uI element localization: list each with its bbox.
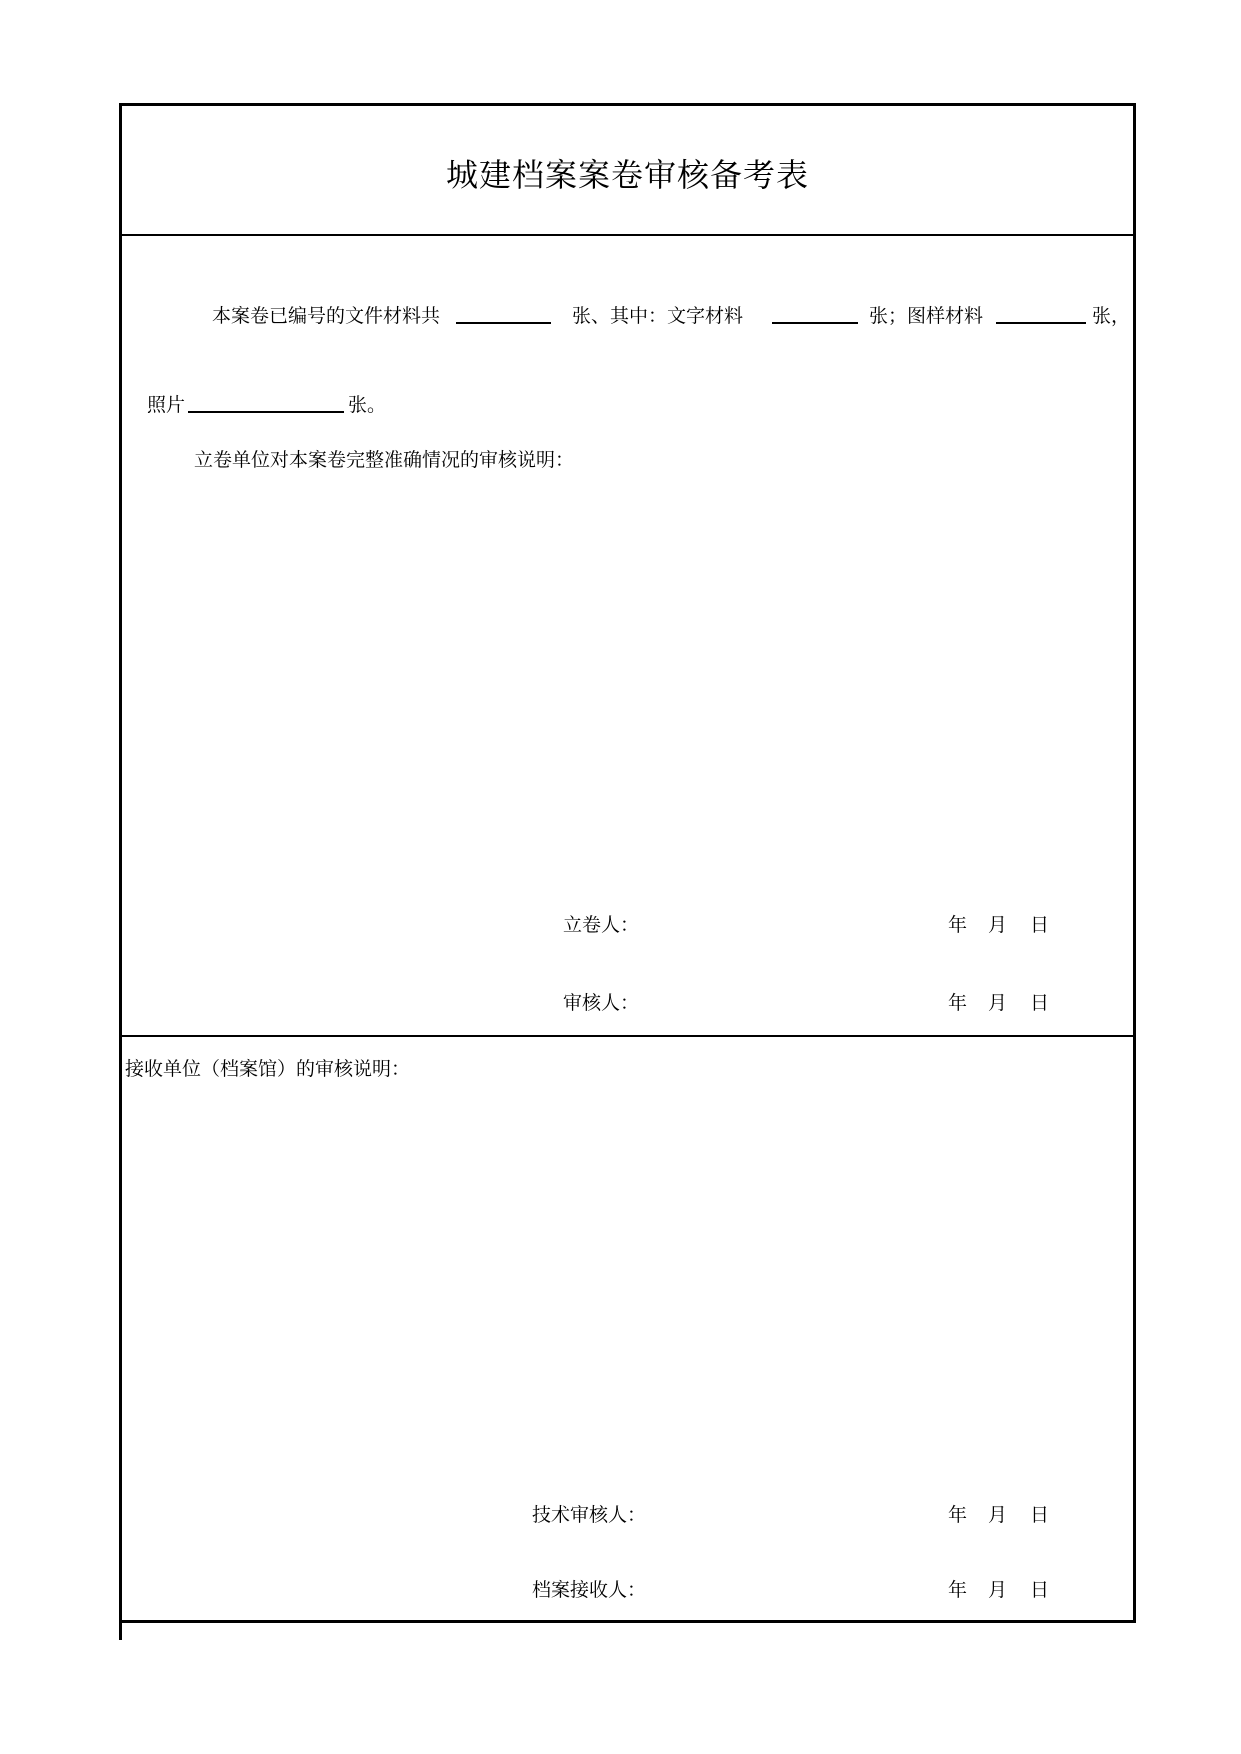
reviewer-date-year: 年 [948, 992, 968, 1014]
form-frame [119, 103, 1136, 1623]
photo-unit-label: 张。 [348, 394, 387, 416]
photo-sheets-blank[interactable] [188, 411, 344, 413]
filer-date-month: 月 [988, 914, 1008, 936]
filer-date-day: 日 [1030, 914, 1050, 936]
title-divider [122, 234, 1133, 236]
drawing-sheets-blank[interactable] [996, 322, 1086, 324]
tech-date-year: 年 [948, 1504, 968, 1526]
count-lead-text: 本案卷已编号的文件材料共 [212, 305, 441, 327]
section2-label: 接收单位（档案馆）的审核说明： [125, 1058, 411, 1080]
text-materials-label: 张、其中：文字材料 [572, 305, 744, 327]
reviewer-label: 审核人： [563, 992, 640, 1014]
receiver-date-year: 年 [948, 1579, 968, 1601]
filer-label: 立卷人： [563, 914, 640, 936]
receiver-date-day: 日 [1030, 1579, 1050, 1601]
text-sheets-blank[interactable] [772, 322, 858, 324]
tech-date-month: 月 [988, 1504, 1008, 1526]
section-divider [122, 1035, 1133, 1037]
page-title: 城建档案案卷审核备考表 [445, 156, 809, 194]
drawing-materials-label: 张；图样材料 [869, 305, 984, 327]
reviewer-date-day: 日 [1030, 992, 1050, 1014]
receiver-date-month: 月 [988, 1579, 1008, 1601]
filer-date-year: 年 [948, 914, 968, 936]
photo-label: 照片 [147, 394, 186, 416]
tech-date-day: 日 [1030, 1504, 1050, 1526]
sheets-unit-label: 张， [1092, 305, 1131, 327]
section1-label: 立卷单位对本案卷完整准确情况的审核说明： [194, 449, 575, 471]
archive-receiver-label: 档案接收人： [532, 1579, 647, 1601]
frame-stub [119, 1621, 122, 1640]
tech-reviewer-label: 技术审核人： [532, 1504, 647, 1526]
reviewer-date-month: 月 [988, 992, 1008, 1014]
total-sheets-blank[interactable] [456, 322, 551, 324]
